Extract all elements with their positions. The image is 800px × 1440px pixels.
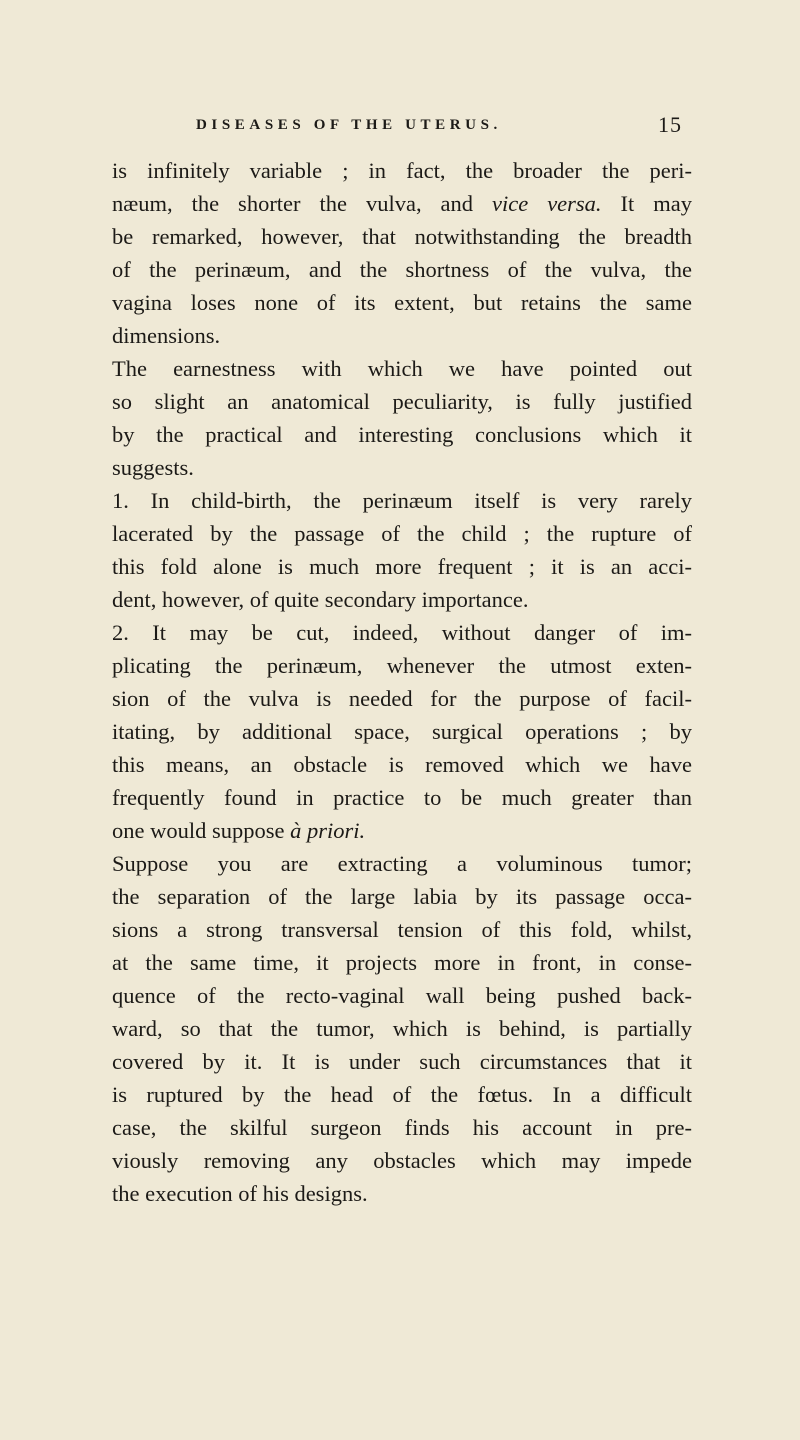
text-line-content: be remarked, however, that notwithstanding the breadth — [112, 224, 692, 249]
text-line-content: is ruptured by the head of the fœtus. In a difficult — [112, 1082, 692, 1107]
text-line-content: plicating the perinæum, whenever the utmost exten- — [112, 653, 692, 678]
text-line — [112, 946, 692, 979]
text-line — [112, 352, 692, 385]
text-line — [112, 484, 692, 517]
text-line — [112, 913, 692, 946]
running-head: DISEASES OF THE UTERUS. — [196, 117, 502, 133]
text-line-content: so slight an anatomical peculiarity, is fully justified — [112, 389, 692, 414]
text-line — [112, 616, 692, 649]
text-line — [112, 1012, 692, 1045]
text-line — [112, 814, 692, 847]
text-line-content: suggests. — [112, 455, 194, 480]
text-line — [112, 550, 692, 583]
text-line — [112, 253, 692, 286]
page-number: 15 — [658, 112, 682, 137]
text-line-content: itating, by additional space, surgical operations ; by — [112, 719, 692, 744]
text-line-content: one would suppose — [112, 818, 291, 843]
text-line-content: vagina loses none of its extent, but retains the same — [112, 290, 692, 315]
text-line — [112, 748, 692, 781]
text-line-content: the execution of his designs. — [112, 1181, 368, 1206]
text-line — [112, 1177, 692, 1210]
text-line-content: covered by it. It is under such circumstances that it — [112, 1049, 692, 1074]
text-line-content: ward, so that the tumor, which is behind, is partially — [112, 1016, 692, 1041]
text-line-content: 2. It may be cut, indeed, without danger of im- — [112, 620, 692, 645]
text-line — [112, 220, 692, 253]
text-line — [112, 154, 692, 187]
text-line — [112, 583, 692, 616]
body-text — [112, 154, 692, 1210]
text-line-content: dent, however, of quite secondary importance. — [112, 587, 529, 612]
text-line — [112, 319, 692, 352]
text-line-content: by the practical and interesting conclusions which it — [112, 422, 692, 447]
text-line-content: lacerated by the passage of the child ; the rupture of — [112, 521, 692, 546]
text-line-content: viously removing any obstacles which may impede — [112, 1148, 692, 1173]
text-line-content: of the perinæum, and the shortness of the vulva, the — [112, 257, 692, 282]
text-line — [112, 451, 692, 484]
text-line — [112, 418, 692, 451]
text-line-content: dimensions. — [112, 323, 221, 348]
text-line-content: sions a strong transversal tension of this fold, whilst, — [112, 917, 692, 942]
text-line — [112, 1144, 692, 1177]
text-line-tail: It may — [601, 191, 692, 216]
text-line — [112, 286, 692, 319]
text-line — [112, 649, 692, 682]
italic-phrase: à priori. — [290, 818, 366, 843]
text-line — [112, 517, 692, 550]
text-line — [112, 715, 692, 748]
text-line — [112, 1045, 692, 1078]
text-line — [112, 187, 692, 220]
text-line-content: this means, an obstacle is removed which we have — [112, 752, 692, 777]
text-line-content: the separation of the large labia by its passage occa- — [112, 884, 692, 909]
italic-phrase: vice versa. — [492, 191, 602, 216]
text-line — [112, 1078, 692, 1111]
text-line-content: sion of the vulva is needed for the purpose of facil- — [112, 686, 692, 711]
text-line-content: 1. In child-birth, the perinæum itself is very rarely — [112, 488, 692, 513]
text-line-content: quence of the recto-vaginal wall being pushed back- — [112, 983, 692, 1008]
text-line — [112, 385, 692, 418]
text-line-content: case, the skilful surgeon finds his account in pre- — [112, 1115, 692, 1140]
text-line-content: Suppose you are extracting a voluminous tumor; — [112, 851, 692, 876]
text-line-content: frequently found in practice to be much greater than — [112, 785, 692, 810]
text-line — [112, 847, 692, 880]
text-line-content: The earnestness with which we have pointed out — [112, 356, 692, 381]
text-line-content: at the same time, it projects more in front, in conse- — [112, 950, 692, 975]
text-line-content: næum, the shorter the vulva, and — [112, 191, 493, 216]
text-line — [112, 1111, 692, 1144]
text-line — [112, 880, 692, 913]
text-line-content: this fold alone is much more frequent ; it is an acci- — [112, 554, 692, 579]
text-line — [112, 979, 692, 1012]
text-line — [112, 682, 692, 715]
text-line-content: is infinitely variable ; in fact, the broader the peri- — [112, 158, 692, 183]
text-line — [112, 781, 692, 814]
